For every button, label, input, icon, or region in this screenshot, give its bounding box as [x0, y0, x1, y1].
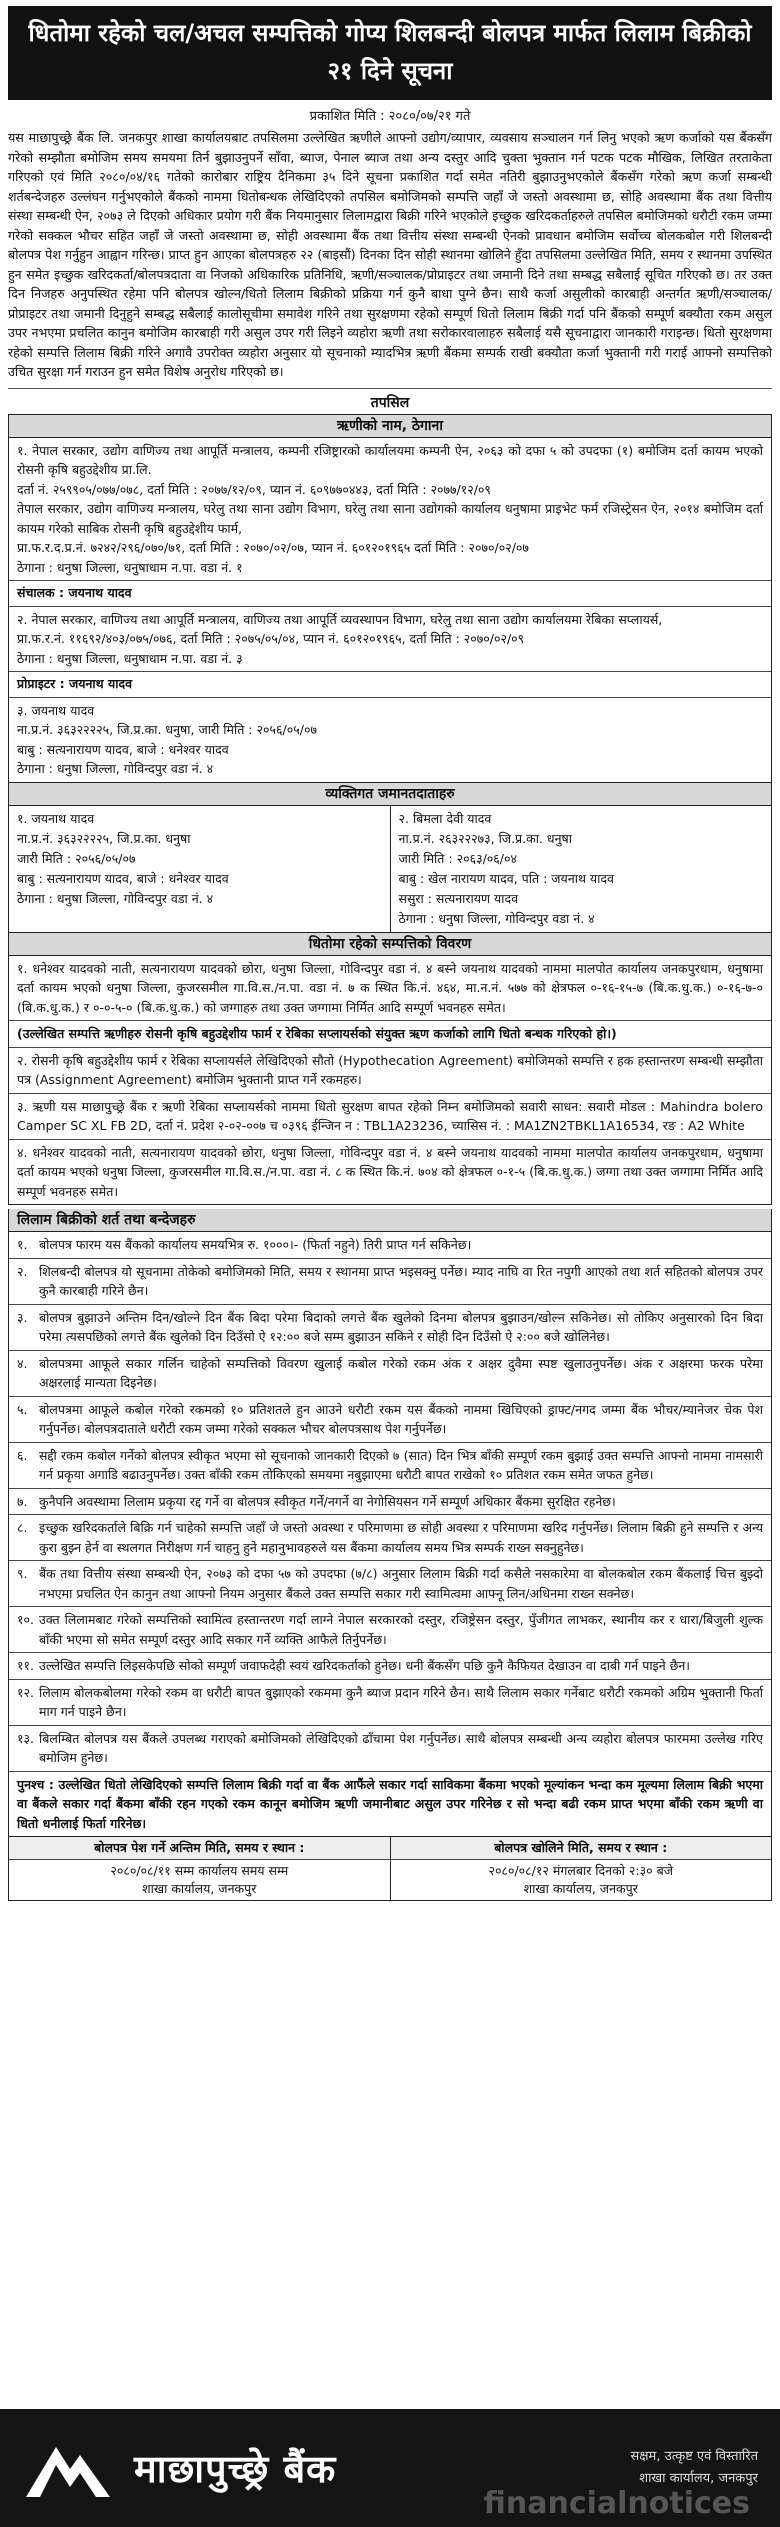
- opening-cell: [391, 1837, 772, 1900]
- condition-number: ६.: [17, 1447, 28, 1463]
- opening-date: २०८०/०८/१२ मंगलबार दिनको २:३० बजे: [488, 1863, 674, 1878]
- condition-item: [9, 1680, 771, 1726]
- condition-item: [9, 1232, 771, 1259]
- borrower-item: [9, 698, 771, 782]
- guarantor-father: बाबु : खेल नारायण यादव, पति : जयनाथ यादव: [398, 870, 615, 886]
- borrower-text: ३. जयनाथ यादव: [17, 702, 95, 718]
- collateral-item: १. धनेश्वर यादवको नाती, सत्यनारायण यादवको छोरा, धनुषा जिल्ला, गोविन्दपुर वडा नं. ४ बस्ने जयनाथ यादवको नाममा मालपोत कार्यालय जनकपुरधाम, धनुषामा दर्ता कायम भएको धनुषा जिल्ला, कुजरसमील गा.वि.स./न.पा. वडा नं. ७ क स्थित कि.नं. ४६४, मा.न.नं. ५७७ को क्षेत्रफल ०-१६-१५-७ (बि.क.धु.क.) ०-१६-७-० (बि.क.धु.क.) र ०-०-५-० (बि.क.धु.क.) को जग्गाहरु तथा उक्त जग्गामा निर्मित आदि सम्पूर्ण भवनहरु समेत।: [9, 956, 771, 1022]
- guarantor-citizenship: ना.प्र.नं. २६३२२२७३, जि.प्र.का. धनुषा: [398, 830, 573, 846]
- condition-item: [9, 1515, 771, 1561]
- bank-tagline: सक्षम, उत्कृष्ट एवं विस्तारित: [630, 2449, 758, 2464]
- borrower-proprietor: प्रोप्राइटर : जयनाथ यादव: [9, 671, 771, 694]
- intro-paragraph: यस माछापुच्छ्रे बैंक लि. जनकपुर शाखा कार्यालयबाट तपसिलमा उल्लेखित ऋणीले आफ्नो उद्योग/व्यापार, व्यवसाय सञ्चालन गर्न लिनु भएको ऋण कर्जाको यस बैंकसँग गरेको सम्झौता बमोजिम समय समयमा तिर्न बुझाउनुपर्ने साँवा, ब्याज, पेनाल ब्याज तथा अन्य दस्तुर आदि चुक्ता भुक्तान गर्न पटक पटक मौखिक, लिखित तरताकेता गरिएको एवं मिति २०८०/०४/१६ गतेको कारोबार राष्ट्रिय दैनिकमा ३५ दिने सूचना प्रकाशित गर्दा समेत नतिरी बुझाउनुभएकोले बैंकसँग गरेको ऋण कर्जा सम्बन्धी शर्तबन्देजहरु उल्लंघन गर्नुभएकोले बैंकको नाममा धितोबन्धक लेखिदिएको तपसिल बमोजिमको सम्पत्ति जहाँ जे जस्तो अवस्थामा छ, सोहि अवस्थामा बैंक तथा वित्तीय संस्था सम्बन्धी ऐन, २०७३ ले दिएको अधिकार प्रयोग गरी बैंक नियमानुसार लिलामद्वारा बिक्री गरिने भएकोले इच्छुक खरिदकर्ताहरुले तपसिल बमोजिमको धरौटी रकम जम्मा गरेको सक्कल भौचर सहित जहाँ जे जस्तो अवस्थामा छ, सोही अवस्थामा बैंक तथा वित्तीय संस्था सम्बन्धी ऐनको प्रावधान बमोजिम सर्वोच्च बोलकबोल गरी शिलबन्दी बोलपत्र पेश गर्नुहुन आह्वान गरिन्छ। प्राप्त हुन आएका बोलपत्रहरु २२ (बाइसौं) दिनका दिन सोही स्थानमा खोलिने हुँदा तपसिलमा उल्लेखित मिति, समय र स्थानमा उपस्थित हुन समेत इच्छुक खरिदकर्ता/बोलपत्रदाता वा निजको अधिकारिक प्रतिनिधि, ऋणी/सञ्चालक/प्रोप्राइटर तथा जमानी दिने तथा सम्बद्ध सबैलाई सूचित गरिएको छ। तर उक्त दिन निजहरु अनुपस्थित रहेमा पनि बोलपत्र खोल्न/धितो लिलाम बिक्रीको प्रक्रिया गर्न कुनै बाधा पुग्ने छैन। साथै कर्जा असुलीको कारबाही अन्तर्गत ऋणी/सञ्चालक/प्रोप्राइटर तथा जमानी दिनुहुने सम्बद्ध सबैलाई कालोसूचीमा समावेश गरिने तथा सुरक्षणमा रहेको सम्पूर्ण धितो लिलाम बिक्री गर्दा पनि बैंकको सम्पूर्ण बक्यौता रकम असुल उपर नभएमा प्रचलित कानुन बमोजिम कारबाही गरी असुल उपर गरी लिइने व्यहोरा ऋणी तथा सरोकारवालाहरु सबैलाई यसै सूचनाद्वारा जानकारी गराइन्छ। धितो सुरक्षणमा रहेको सम्पत्ति लिलाम बिक्री गरिने अगावै उपरोक्त व्यहोरा अनुसार यो सूचनाको म्यादभित्र ऋणी बैंकमा सम्पर्क राखी बक्यौता कर्जा भुक्तानी गरी गराई आफ्नो सम्पत्तिको उचित सुरक्षा गर्न गराउन हुन समेत विशेष अनुरोध गरिएको छ।: [8, 128, 772, 389]
- submission-date: २०८०/०८/११ सम्म कार्यालय समय सम्म: [110, 1863, 289, 1878]
- bank-name: माछापुच्छ्रे बैंक: [134, 2447, 337, 2491]
- borrower-address: ठेगाना : धनुषा जिल्ला, गोविन्दपुर वडा नं. ४: [17, 761, 214, 776]
- conditions-title: लिलाम बिक्रीको शर्त तथा बन्देजहरु: [9, 1209, 771, 1232]
- bank-branch: शाखा कार्यालय, जनकपुर: [639, 2471, 758, 2486]
- guarantor-address: ठेगाना : धनुषा जिल्ला, गोविन्दपुर वडा नं. ४: [17, 890, 214, 906]
- submission-place: शाखा कार्यालय, जनकपुर: [142, 1881, 257, 1896]
- condition-text: बोलपत्रमा आफूले कबोल गरेको रकमको १० प्रतिशतले हुन आउने धरौटी रकम यस बैंकको नाममा खिचिएको ड्राफ्ट/नगद जम्मा बैंक भौचर/म्यानेजर चेक पेश गर्नुपर्नेछ। बोलपत्रदाताले धरौटी रकम जम्मा गरेको सक्कल भौचर बोलपत्रसाथ पेश गर्नुपर्नेछ।: [39, 1401, 763, 1436]
- borrower-address: ठेगाना : धनुषा जिल्ला, धनुषाधाम न.पा. वडा नं. १: [17, 559, 243, 575]
- condition-text: लिलाम बोलकबोलमा गरेको रकम वा धरौटी बापत बुझाएको रकममा कुनै ब्याज प्रदान गरिने छैन। साथै लिलाम सकार गर्नेबाट धरौटी रकमको अग्रिम भुक्तानी फिर्ता माग गर्न पाइने छैन।: [39, 1684, 763, 1719]
- collateral-item: ३. ऋणी यस माछापुच्छ्रे बैंक र ऋणी रेबिका सप्लायर्सको नाममा धितो सुरक्षण बापत रहेको निम्न बमोजिमको सवारी साधन: सवारी मोडल : Mahindra bolero Camper SC XL FB 2D, दर्ता नं. प्रदेश २-०२-००७ च ०३९६ ईन्जिन न : TBL1A23236, च्यासिस नं. : MA1ZN2TBKL1A16534, रङ : A2 White: [9, 1094, 771, 1140]
- condition-text: बोलपत्रमा आफूले सकार गर्लिन चाहेको सम्पत्तिको विवरण खुलाई कबोल गरेको रकम अंक र अक्षर दुवैमा स्पष्ट खुलाउनुपर्नेछ। अंक र अक्षरमा फरक परेमा अक्षरलाई मान्यता दिइनेछ।: [39, 1355, 763, 1390]
- condition-text: बैंक तथा वित्तीय संस्था सम्बन्धी ऐन, २०७३ को दफा ५७ को उपदफा (७/८) अनुसार लिलाम बिक्री गर्दा कसैले नसकारेमा वा बोलकबोल रकम बैंकलाई चित्त बुझ्दो नभएमा प्रचलित ऐन कानुन तथा आफ्नो नियम अनुसार बैंकले उक्त सम्पत्ति सकार गरी स्वामित्वमा आफ्नू लिन/अधिनमा राख्न सक्नेछ।: [39, 1566, 763, 1601]
- condition-number: ३.: [17, 1309, 28, 1325]
- condition-item: [9, 1607, 771, 1653]
- borrower-reg3: प्रा.फ.र.द.प्र.नं. ७२४२/२९६/०७०/७१, दर्ता मिति : २०७०/०२/०७, प्यान नं. ६०१२०१९६५ दर्ता मिति : २०७०/०२/०७: [17, 540, 529, 555]
- guarantors-columns: [9, 806, 771, 932]
- collateral-item: ४. धनेश्वर यादवको नाती, सत्यनारायण यादवको छोरा, धनुषा जिल्ला, गोविन्दपुर वडा नं. ४ बस्ने जयनाथ यादवको नाममा मालपोत कार्यालय जनकपुरधाम, धनुषामा दर्ता कायम भएको धनुषा जिल्ला, कुजरसमील गा.वि.स./न.पा. वडा नं. ८ क स्थित कि.नं. ७०४ को क्षेत्रफल ०-१-५ (बि.क.धु.क.) जग्गा तथा उक्त जग्गामा निर्मित आदि सम्पूर्ण भवनहरु समेत।: [17, 1144, 763, 1199]
- guarantor-name: १. जयनाथ यादव: [17, 810, 95, 826]
- conditions-box: [8, 1209, 772, 1837]
- condition-text: कुनैपनि अवस्थामा लिलाम प्रकृया रद्द गर्ने वा बोलपत्र स्वीकृत गर्ने/नगर्ने वा नेगोसियसन गर्ने सम्पूर्ण अधिकार बैंकमा सुरक्षित रहनेछ।: [39, 1493, 616, 1509]
- borrower-director: संचालक : जयनाथ यादव: [9, 580, 771, 603]
- borrowers-title: ऋणीको नाम, ठेगाना: [9, 415, 771, 438]
- condition-item: [9, 1351, 771, 1397]
- condition-item: [9, 1443, 771, 1489]
- borrower-text: १. नेपाल सरकार, उद्योग वाणिज्य तथा आपूर्ति मन्त्रालय, कम्पनी रजिष्ट्रारको कार्यालयमा कम्पनी ऐन, २०६३ को दफा ५ को उपदफा (१) बमोजिम दर्ता कायम भएको रोसनी कृषि बहुउद्देशीय प्रा.लि.: [17, 442, 763, 477]
- condition-item: [9, 1726, 771, 1772]
- collateral-item: २. रोसनी कृषि बहुउद्देशीय फार्म र रेबिका सप्लायर्सले लेखिदिएको सौतो (Hypothecation Agreement) बमोजिमको सम्पत्ति र हक हस्तान्तरण सम्बन्धी सम्झौता पत्र (Assignment Agreement) बमोजिम भुक्तानी प्राप्त गर्ने रकमहरु।: [9, 1048, 771, 1094]
- guarantors-title: व्यक्तिगत जमानतदाताहरु: [9, 783, 771, 806]
- condition-text: उल्लेखित सम्पत्ति लिइसकेपछि सोको सम्पूर्ण जवाफदेही स्वयं खरिदकर्ताको हुनेछ। धनी बैंकसँग पछि कुनै कैफियत देखाउन वा दाबी गर्न पाइने छैन।: [39, 1658, 691, 1673]
- guarantor-issue-date: जारी मिति : २०५६/०५/०७: [17, 850, 136, 866]
- condition-number: १२.: [17, 1684, 34, 1700]
- guarantor-address: ठेगाना : धनुषा जिल्ला, गोविन्दपुर वडा नं. ४: [398, 910, 595, 926]
- borrower-text: २. नेपाल सरकार, वाणिज्य तथा आपूर्ति मन्त्रालय, वाणिज्य तथा आपूर्ति व्यवस्थापन विभाग, घरेलु तथा साना उद्योग कार्यालयमा रेबिका सप्लायर्स,: [17, 611, 663, 627]
- guarantor-name: २. बिमला देवी यादव: [398, 810, 492, 826]
- borrower-item: [9, 607, 771, 698]
- condition-text: शिलबन्दी बोलपत्र यो सूचनामा तोकेको बमोजिमको मिति, समय र स्थानमा प्राप्त भइसक्नु पर्नेछ। म्याद नाघि वा रित नपुगी आएको तथा शर्त सहितको बोलपत्र उपर कुनै कारबाही गरिने छैन।: [39, 1263, 763, 1298]
- mountain-logo-icon: [22, 2433, 114, 2503]
- condition-text: उक्त लिलामबाट गरेको सम्पत्तिको स्वामित्व हस्तान्तरण गर्दा लाग्ने नेपाल सरकारको दस्तुर, रजिष्ट्रेसन दस्तुर, पुँजीगत लाभकर, स्थानीय कर र धारा/बिजुली शुल्क बाँकी भएमा सो समेत सम्पूर्ण दस्तुर आदि सकार गर्ने व्यक्ति आफैले तिर्नुपर्नेछ।: [39, 1612, 763, 1647]
- guarantor-issue-date: जारी मिति : २०६३/०६/०४: [398, 850, 517, 866]
- bank-footer: [0, 2409, 780, 2527]
- publication-date: प्रकाशित मिति : २०८०/०७/२१ गते: [309, 109, 471, 124]
- collateral-note: (उल्लेखित सम्पत्ति ऋणीहरु रोसनी कृषि बहुउद्देशीय फार्म र रेबिका सप्लायर्सको संयुक्त ऋण कर्जाको लागि धितो बन्धक गरिएको हो।): [9, 1021, 771, 1048]
- condition-item: [9, 1397, 771, 1443]
- condition-text: बिलम्बित बोलपत्र यस बैंकले उपलब्ध गराएको बमोजिमको लेखिदिएको ढाँचामा पेश गर्नुपर्नेछ। साथै बोलपत्र सम्बन्धी अन्य व्यहोरा बोलपत्र फारममा उल्लेख गरिए बमोजिम हुनेछ।: [39, 1730, 763, 1765]
- tapsil-heading: तपसिल: [370, 394, 410, 411]
- borrower-address: ठेगाना : धनुषा जिल्ला, धनुषाधाम न.पा. वडा नं. ३: [17, 650, 243, 666]
- borrower-reg2: बाबु : सत्यनारायण यादव, बाजे : धनेश्वर यादव: [17, 741, 229, 757]
- condition-number: १.: [17, 1237, 28, 1252]
- condition-text: इच्छुक खरिदकर्ताले बिक्रि गर्न चाहेको सम्पत्ति जहाँ जे जस्तो अवस्था र परिमाणमा छ सोही अवस्था र परिमाणमा खरिद गर्नुपर्नेछ। लिलाम बिक्री हुने सम्पत्ति र अन्य कुरा बुझ्न हेर्न वा स्थलगत निरीक्षण गर्न चाहनु हुने महानुभावहरुले यस बैंकमा कार्यालय समय भित्र सम्पर्क राख्न सक्नुहुनेछ।: [39, 1520, 763, 1555]
- guarantor-citizenship: ना.प्र.नं. ३६३२२२२५, जि.प्र.का. धनुषा: [17, 830, 191, 846]
- borrower-reg2: तेपाल सरकार, उद्योग वाणिज्य मन्त्रालय, घरेलु तथा साना उद्योग विभाग, घरेलु तथा साना उद्योगको कार्यालय धनुषामा प्राइभेट फर्म रजिस्ट्रेसन ऐन, २०१४ बमोजिम दर्ता कायम गरेको साबिक रोसनी कृषि बहुउद्देशीय फार्म,: [17, 501, 763, 536]
- guarantor-left: [9, 806, 391, 932]
- submission-cell: [9, 1837, 391, 1900]
- condition-number: ५.: [17, 1401, 28, 1417]
- collateral-box: [8, 933, 772, 1206]
- guarantor-right: [391, 806, 772, 932]
- borrower-item: [9, 438, 771, 607]
- condition-number: १०.: [17, 1612, 34, 1627]
- borrowers-box: [8, 414, 772, 783]
- borrower-reg: दर्ता नं. २५९९०५/०७७/०७८, दर्ता मिति : २०७७/१२/०९, प्यान नं. ६०९७७०४४३, दर्ता मिति : २०७७/१२/०९: [17, 481, 491, 497]
- submission-heading: बोलपत्र पेश गर्ने अन्तिम मिति, समय र स्थान :: [9, 1837, 390, 1860]
- condition-item: [9, 1489, 771, 1516]
- postscript: पुनश्च : उल्लेखित धितो लेखिदिएको सम्पत्ति लिलाम बिक्री गर्दा वा बैंक आफैंले सकार गर्दा साविकमा बैंकमा भएको मूल्यांकन भन्दा कम मूल्यमा लिलाम बिक्री भएमा वा बैंकले सकार गर्दा बैंकमा बाँकी रहन गएको रकम कानून बमोजिम ऋणी जमानीबाट असुल उपर गरिनेछ र सो भन्दा बढी रकम प्राप्त भएमा बाँकी रकम ऋणी वा धितो धनीलाई फिर्ता गरिनेछ।: [17, 1776, 763, 1831]
- condition-number: २.: [17, 1263, 28, 1279]
- guarantor-father: बाबु : सत्यनारायण यादव, बाजे : धनेश्वर यादव: [17, 870, 229, 886]
- condition-number: ११.: [17, 1658, 34, 1673]
- condition-item: [9, 1259, 771, 1305]
- condition-number: ७.: [17, 1493, 28, 1509]
- watermark: financialnotices: [483, 2486, 750, 2521]
- deadline-table: [8, 1837, 772, 1901]
- condition-item: [9, 1305, 771, 1351]
- condition-text: बोलपत्र बुझाउने अन्तिम दिन/खोल्ने दिन बैंक बिदा परेमा बिदाको लगत्ते बैंक खुलेको दिनमा बोलपत्र बुझाउन/खोल्न सकिनेछ। सो तोकिए अनुसारको दिन बिदा परेमा त्यसपछिको लगत्ते बैंक खुलेको दिन दिउँसो ऐ १२:०० बजे सम्म बुझाउन सकिने र सोही दिन दिउँसो ऐ २:०० बजे खोलिनेछ।: [39, 1309, 763, 1344]
- condition-number: ४.: [17, 1355, 28, 1371]
- guarantors-box: [8, 783, 772, 933]
- borrower-reg: ना.प्र.नं. ३६३२२२२५, जि.प्र.का. धनुषा, जारी मिति : २०५६/०५/०७: [17, 722, 317, 737]
- opening-place: शाखा कार्यालय, जनकपुर: [523, 1881, 638, 1896]
- condition-item: [9, 1561, 771, 1607]
- condition-text: बोलपत्र फारम यस बैंकको कार्यालय समयभित्र रु. १०००।- (फिर्ता नहुने) तिरी प्राप्त गर्न सकिनेछ।: [39, 1237, 472, 1252]
- borrower-reg: प्रा.फ.र.नं. ११६९२/४०३/०७५/०७६, दर्ता मिति : २०७५/०५/०४, प्यान नं. ६०१२०१९६५, दर्ता मिति : २०७०/०२/०९: [17, 631, 525, 646]
- opening-heading: बोलपत्र खोलिने मिति, समय र स्थान :: [391, 1837, 772, 1860]
- condition-text: सद्दी रकम कबोल गर्नेको बोलपत्र स्वीकृत भएमा सो सूचनाको जानकारी दिएको ७ (सात) दिन भित्र बाँकी सम्पूर्ण रकम बुझाई उक्त सम्पत्ति आफ्नो नाममा नामसारी गर्न प्रकृया अगाडि बढाउनुपर्नेछ। उक्त बाँकी रकम तोकिएको समयमा नबुझाएमा धरौटी बापत राखेको १० प्रतिशत रकम समेत जफत हुनेछ।: [39, 1447, 763, 1482]
- condition-number: ९.: [17, 1566, 28, 1581]
- condition-item: [9, 1653, 771, 1680]
- bank-right-block: [630, 2446, 758, 2490]
- guarantor-father-in-law: ससुरा : सत्यनारायण यादव: [398, 890, 519, 906]
- condition-number: ८.: [17, 1520, 28, 1535]
- notice-title: धितोमा रहेको चल/अचल सम्पत्तिको गोप्य शिलबन्दी बोलपत्र मार्फत लिलाम बिक्रीको २१ दिने सूचना: [8, 6, 772, 100]
- collateral-title: धितोमा रहेको सम्पत्तिको विवरण: [9, 933, 771, 956]
- condition-number: १३.: [17, 1730, 34, 1746]
